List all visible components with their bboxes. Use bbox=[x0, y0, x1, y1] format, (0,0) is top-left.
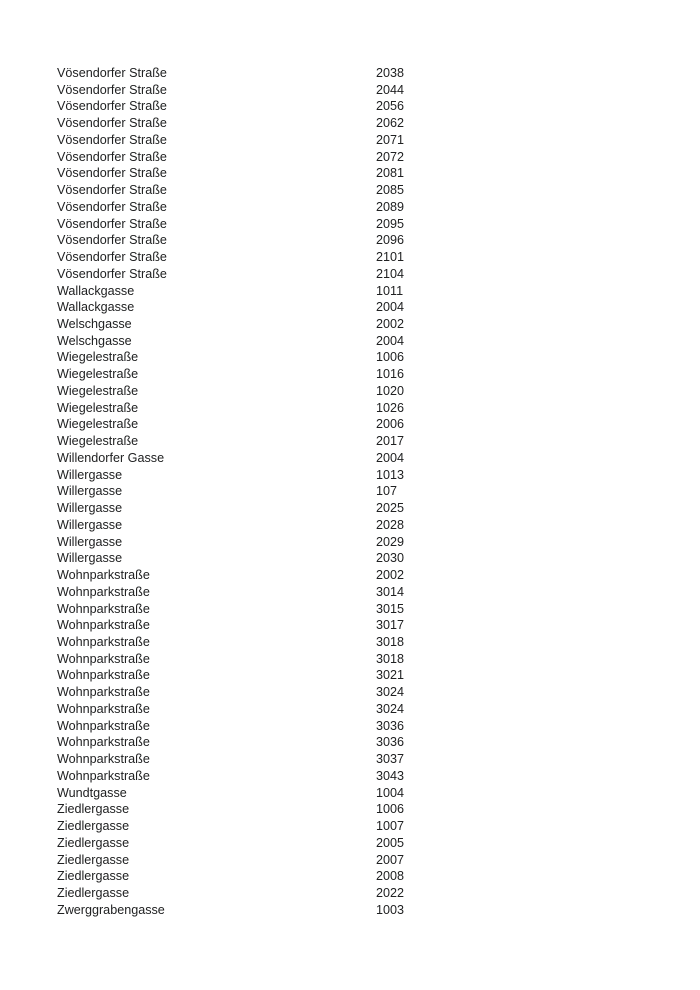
street-number-cell: 2004 bbox=[376, 300, 405, 315]
street-number-cell: 2028 bbox=[376, 517, 405, 532]
street-name-cell: Wohnparkstraße bbox=[57, 768, 150, 783]
street-name-cell: Wohnparkstraße bbox=[57, 651, 150, 666]
street-number-cell: 1013 bbox=[376, 467, 405, 482]
street-name-cell: Vösendorfer Straße bbox=[57, 216, 167, 231]
table-row bbox=[57, 651, 700, 668]
table-row bbox=[57, 82, 700, 99]
table-row bbox=[57, 299, 700, 316]
street-name-cell: Wohnparkstraße bbox=[57, 618, 150, 633]
street-number-cell: 2002 bbox=[376, 568, 405, 583]
street-number-cell: 2025 bbox=[376, 501, 405, 516]
table-row bbox=[57, 283, 700, 300]
street-number-cell: 2038 bbox=[376, 66, 405, 80]
street-list bbox=[57, 65, 700, 918]
street-number-cell: 2096 bbox=[376, 233, 405, 248]
street-number-cell: 1020 bbox=[376, 383, 405, 398]
table-row bbox=[57, 249, 700, 266]
street-name-cell: Willergasse bbox=[57, 551, 123, 566]
table-row bbox=[57, 617, 700, 634]
street-number-cell: 2022 bbox=[376, 885, 405, 900]
street-name-cell: Vösendorfer Straße bbox=[57, 82, 167, 97]
street-number-cell: 2056 bbox=[376, 99, 405, 114]
table-row bbox=[57, 534, 700, 551]
street-name-cell: Vösendorfer Straße bbox=[57, 266, 167, 281]
street-number-cell: 2007 bbox=[376, 852, 405, 867]
street-name-cell: Willergasse bbox=[57, 484, 123, 499]
street-number-cell: 2104 bbox=[376, 266, 405, 281]
street-name-cell: Vösendorfer Straße bbox=[57, 250, 167, 265]
street-number-cell: 2072 bbox=[376, 149, 405, 164]
street-number-cell: 2062 bbox=[376, 116, 405, 131]
street-name-cell: Ziedlergasse bbox=[57, 869, 130, 884]
street-name-cell: Vösendorfer Straße bbox=[57, 166, 167, 181]
street-name-cell: Wohnparkstraße bbox=[57, 718, 150, 733]
street-name-cell: Wohnparkstraße bbox=[57, 701, 150, 716]
table-row bbox=[57, 601, 700, 618]
table-row bbox=[57, 149, 700, 166]
street-name-cell: Wohnparkstraße bbox=[57, 752, 150, 767]
street-name-cell: Wohnparkstraße bbox=[57, 584, 150, 599]
street-name-cell: Wiegelestraße bbox=[57, 400, 139, 415]
table-row bbox=[57, 115, 700, 132]
street-name-cell: Willergasse bbox=[57, 501, 123, 516]
street-name-cell: Ziedlergasse bbox=[57, 885, 130, 900]
street-number-cell: 1016 bbox=[376, 367, 405, 382]
street-name-cell: Ziedlergasse bbox=[57, 835, 130, 850]
street-number-cell: 2017 bbox=[376, 434, 405, 449]
street-name-cell: Wohnparkstraße bbox=[57, 668, 150, 683]
table-row bbox=[57, 835, 700, 852]
street-number-cell: 3043 bbox=[376, 768, 405, 783]
table-row bbox=[57, 567, 700, 584]
table-row bbox=[57, 868, 700, 885]
table-row bbox=[57, 785, 700, 802]
street-number-cell: 2044 bbox=[376, 82, 405, 97]
street-name-cell: Vösendorfer Straße bbox=[57, 99, 167, 114]
street-number-cell: 2008 bbox=[376, 869, 405, 884]
table-row bbox=[57, 450, 700, 467]
street-number-cell: 1004 bbox=[376, 785, 405, 800]
street-name-cell: Vösendorfer Straße bbox=[57, 233, 167, 248]
street-name-cell: Wallackgasse bbox=[57, 300, 135, 315]
street-number-cell: 3024 bbox=[376, 685, 405, 700]
street-number-cell: 2006 bbox=[376, 417, 405, 432]
table-row bbox=[57, 98, 700, 115]
street-name-cell: Vösendorfer Straße bbox=[57, 199, 167, 214]
street-name-cell: Wiegelestraße bbox=[57, 383, 139, 398]
street-name-cell: Wiegelestraße bbox=[57, 434, 139, 449]
street-name-cell: Zwerggrabengasse bbox=[57, 902, 165, 917]
street-name-cell: Ziedlergasse bbox=[57, 802, 130, 817]
table-row bbox=[57, 500, 700, 517]
street-number-cell: 3014 bbox=[376, 584, 405, 599]
street-number-cell: 107 bbox=[376, 484, 398, 499]
street-name-cell: Wiegelestraße bbox=[57, 417, 139, 432]
street-number-cell: 2081 bbox=[376, 166, 405, 181]
table-row bbox=[57, 232, 700, 249]
street-number-cell: 3036 bbox=[376, 735, 405, 750]
street-number-cell: 3018 bbox=[376, 651, 405, 666]
street-name-cell: Vösendorfer Straße bbox=[57, 132, 167, 147]
table-row bbox=[57, 182, 700, 199]
street-number-cell: 2101 bbox=[376, 250, 405, 265]
street-number-cell: 3021 bbox=[376, 668, 405, 683]
table-row bbox=[57, 433, 700, 450]
street-number-cell: 2089 bbox=[376, 199, 405, 214]
street-number-cell: 3018 bbox=[376, 634, 405, 649]
street-name-cell: Willergasse bbox=[57, 534, 123, 549]
street-number-cell: 1006 bbox=[376, 802, 405, 817]
table-row bbox=[57, 768, 700, 785]
street-name-cell: Willergasse bbox=[57, 467, 123, 482]
table-row bbox=[57, 416, 700, 433]
street-number-cell: 1011 bbox=[376, 283, 404, 298]
street-number-cell: 3015 bbox=[376, 601, 405, 616]
table-row bbox=[57, 885, 700, 902]
street-name-cell: Vösendorfer Straße bbox=[57, 116, 167, 131]
street-number-cell: 3036 bbox=[376, 718, 405, 733]
table-row bbox=[57, 751, 700, 768]
table-row bbox=[57, 266, 700, 283]
street-name-cell: Willergasse bbox=[57, 517, 123, 532]
street-name-cell: Welschgasse bbox=[57, 333, 132, 348]
table-row bbox=[57, 216, 700, 233]
street-number-cell: 3037 bbox=[376, 752, 405, 767]
street-number-cell: 1007 bbox=[376, 819, 405, 834]
table-row bbox=[57, 550, 700, 567]
table-row bbox=[57, 383, 700, 400]
street-name-cell: Vösendorfer Straße bbox=[57, 66, 167, 80]
table-row bbox=[57, 400, 700, 417]
table-row bbox=[57, 734, 700, 751]
street-name-cell: Wundtgasse bbox=[57, 785, 127, 800]
street-number-cell: 3017 bbox=[376, 618, 405, 633]
table-row bbox=[57, 132, 700, 149]
street-name-cell: Wohnparkstraße bbox=[57, 685, 150, 700]
street-name-cell: Ziedlergasse bbox=[57, 819, 130, 834]
street-number-cell: 1003 bbox=[376, 902, 405, 917]
table-row bbox=[57, 349, 700, 366]
table-row bbox=[57, 701, 700, 718]
table-row bbox=[57, 584, 700, 601]
table-row bbox=[57, 333, 700, 350]
table-row bbox=[57, 718, 700, 735]
table-row bbox=[57, 667, 700, 684]
table-row bbox=[57, 517, 700, 534]
street-name-cell: Wohnparkstraße bbox=[57, 601, 150, 616]
street-name-cell: Welschgasse bbox=[57, 317, 132, 332]
street-number-cell: 2004 bbox=[376, 450, 405, 465]
street-name-cell: Wiegelestraße bbox=[57, 367, 139, 382]
street-number-cell: 2095 bbox=[376, 216, 405, 231]
street-name-cell: Wohnparkstraße bbox=[57, 634, 150, 649]
street-number-cell: 2005 bbox=[376, 835, 405, 850]
table-row bbox=[57, 199, 700, 216]
table-row bbox=[57, 801, 700, 818]
table-row bbox=[57, 902, 700, 919]
table-row bbox=[57, 316, 700, 333]
street-name-cell: Wiegelestraße bbox=[57, 350, 139, 365]
table-row bbox=[57, 467, 700, 484]
street-name-cell: Vösendorfer Straße bbox=[57, 183, 167, 198]
table-row bbox=[57, 483, 700, 500]
table-row bbox=[57, 634, 700, 651]
street-name-cell: Vösendorfer Straße bbox=[57, 149, 167, 164]
table-row bbox=[57, 366, 700, 383]
street-number-cell: 2085 bbox=[376, 183, 405, 198]
street-number-cell: 2029 bbox=[376, 534, 405, 549]
street-number-cell: 1026 bbox=[376, 400, 405, 415]
street-number-cell: 3024 bbox=[376, 701, 405, 716]
table-row bbox=[57, 684, 700, 701]
street-number-cell: 2004 bbox=[376, 333, 405, 348]
street-number-cell: 1006 bbox=[376, 350, 405, 365]
street-number-cell: 2030 bbox=[376, 551, 405, 566]
street-name-cell: Wohnparkstraße bbox=[57, 568, 150, 583]
street-name-cell: Ziedlergasse bbox=[57, 852, 130, 867]
table-row bbox=[57, 852, 700, 869]
street-name-cell: Wohnparkstraße bbox=[57, 735, 150, 750]
table-row bbox=[57, 65, 700, 82]
table-row bbox=[57, 818, 700, 835]
street-number-cell: 2071 bbox=[376, 132, 405, 147]
table-row bbox=[57, 165, 700, 182]
street-name-cell: Wallackgasse bbox=[57, 283, 135, 298]
street-number-cell: 2002 bbox=[376, 317, 405, 332]
street-name-cell: Willendorfer Gasse bbox=[57, 450, 165, 465]
